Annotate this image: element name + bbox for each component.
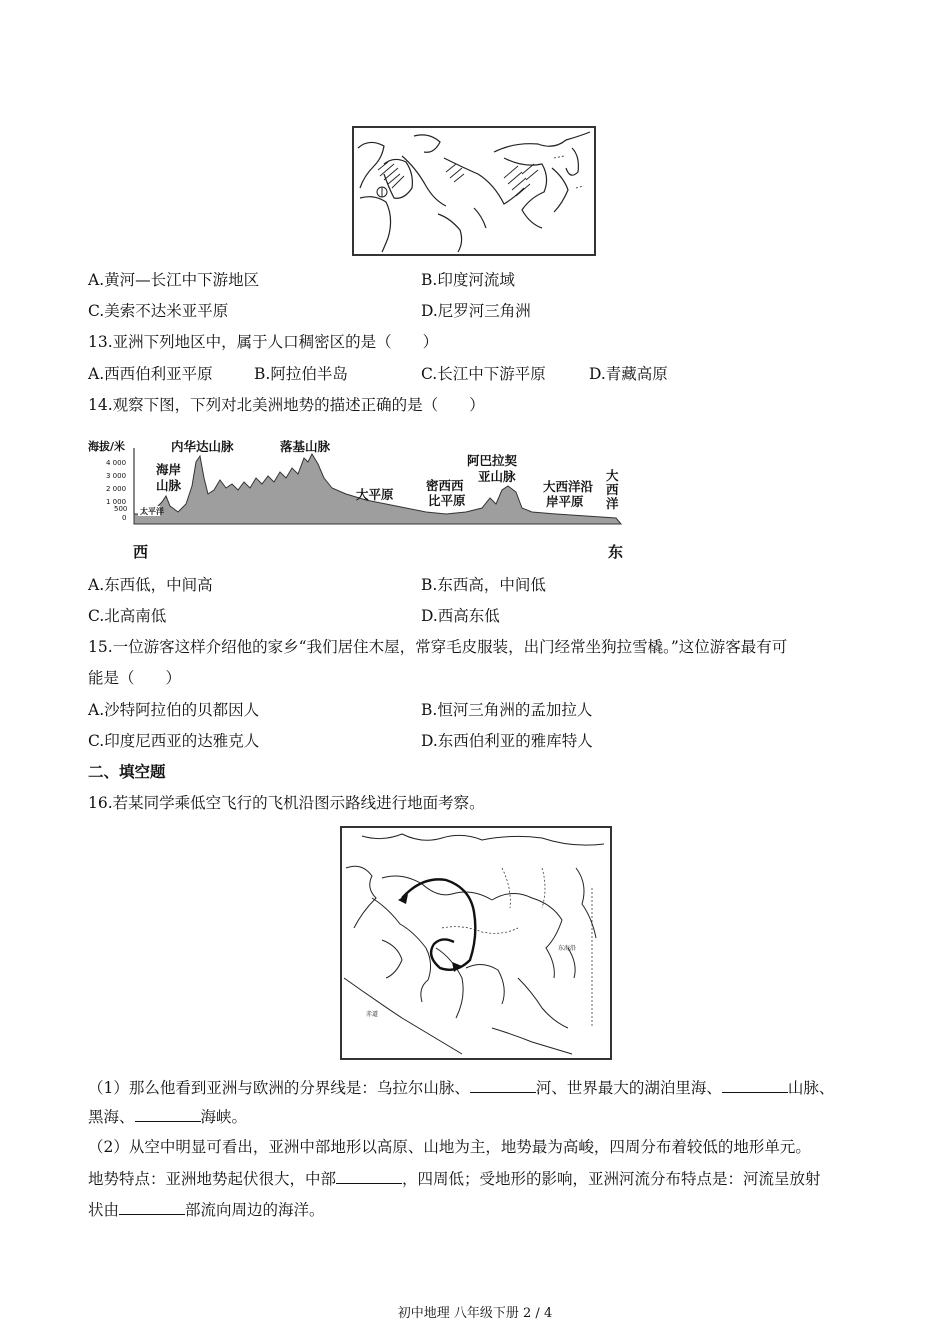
direction-west: 西 [133,543,149,561]
blank-central-terrain[interactable] [336,1167,402,1184]
label-atlantic-1: 大 [606,468,619,483]
y-axis-label: 海拔/米 [88,440,126,453]
q14-stem: 14.观察下图，下列对北美洲地势的描述正确的是（ ） [88,396,485,414]
section-title: 二、填空题 [88,763,166,781]
label-sierra-nevada: 内华达山脉 [171,439,234,454]
ancient-map-drawing [354,128,594,254]
label-pacific: 太平洋 [140,507,164,516]
q15-option-c: C.印度尼西亚的达雅克人 [88,732,260,750]
q15-stem-line1: 15.一位游客这样介绍他的家乡“我们居住木屋，常穿毛皮服装，出门经常坐狗拉雪橇。”这位游客最有可 [88,638,788,656]
blank-strait[interactable] [135,1105,201,1122]
y-tick: 500 [114,505,128,513]
q16-p2-text-b: ，四周低；受地形的影响，亚洲河流分布特点是：河流呈放射 [402,1170,821,1188]
label-mississippi-2: 比平原 [428,493,466,508]
label-atlantic-plain-1: 大西洋沿 [543,479,594,494]
label-atlantic-2: 西 [606,482,619,497]
q16-stem: 16.若某同学乘低空飞行的飞机沿图示路线进行地面考察。 [88,794,485,812]
q14-option-c: C.北高南低 [88,607,167,625]
q16-part1-line1 [88,1076,834,1098]
q16-p2-text-c: 状由 [88,1201,120,1219]
q16-part2-line1: （2）从空中明显可看出，亚洲中部地形以高原、山地为主，地势最为高峻，四周分布着较低的地形单元。 [88,1138,811,1156]
y-tick: 1 000 [106,498,127,506]
label-atlantic-3: 洋 [606,496,619,511]
label-coast-range-2: 山脉 [156,478,182,493]
blank-mountains[interactable] [722,1076,788,1093]
direction-east: 东 [608,543,624,561]
q16-p1-text-b: 河、世界最大的湖泊里海、 [535,1079,722,1097]
q12-option-a: A.黄河—长江中下游地区 [88,271,260,289]
y-tick: 3 000 [106,472,127,480]
asia-map-drawing [342,828,610,1058]
y-tick: 4 000 [106,459,127,467]
label-mississippi-1: 密西西 [426,478,464,493]
blank-river[interactable] [470,1076,536,1093]
q16-part2-line2 [88,1167,821,1189]
label-great-plains: 大平原 [356,487,394,502]
q16-part2-line3 [88,1198,325,1220]
label-coast-range-1: 海岸 [156,462,182,477]
q16-part1-line2 [88,1105,247,1127]
map-label-sea: 东海沿 [558,945,577,952]
y-tick: 2 000 [106,485,127,493]
q13-option-d: D.青藏高原 [589,365,668,383]
label-appalachian-2: 亚山脉 [478,469,516,484]
q16-p1-text-d: 黑海、 [88,1108,135,1126]
na-terrain-profile [86,428,626,540]
map-label-equator: 赤道 [366,1011,379,1018]
blank-river-origin[interactable] [119,1198,185,1215]
q13-stem: 13.亚洲下列地区中，属于人口稠密区的是（ ） [88,333,439,351]
label-rocky-mountains: 落基山脉 [280,439,331,454]
y-tick: 0 [122,514,127,522]
q13-option-b: B.阿拉伯半岛 [254,365,348,383]
q14-option-d: D.西高东低 [421,607,500,625]
q13-option-c: C.长江中下游平原 [421,365,546,383]
q13-option-a: A.西西伯利亚平原 [88,365,213,383]
profile-drawing [86,428,626,540]
q15-option-a: A.沙特阿拉伯的贝都因人 [88,701,260,719]
q16-p2-text-a: 地势特点：亚洲地势起伏很大，中部 [88,1170,337,1188]
q15-option-d: D.东西伯利亚的雅库特人 [421,732,593,750]
q12-option-b: B.印度河流域 [421,271,515,289]
q14-option-b: B.东西高，中间低 [421,576,546,594]
q12-option-c: C.美索不达米亚平原 [88,302,229,320]
q14-option-a: A.东西低，中间高 [88,576,213,594]
label-atlantic-plain-2: 岸平原 [546,494,584,509]
q16-p1-text-c: 山脉、 [787,1079,835,1097]
q16-p1-text-e: 海峡。 [200,1108,248,1126]
q15-option-b: B.恒河三角洲的孟加拉人 [421,701,593,719]
q12-option-d: D.尼罗河三角洲 [421,302,531,320]
q16-p2-text-d: 部流向周边的海洋。 [185,1201,325,1219]
label-appalachian-1: 阿巴拉契 [467,453,518,468]
ancient-civilizations-map [352,126,596,256]
asia-route-map [340,826,612,1060]
page-footer: 初中地理 八年级下册 2 / 4 [397,1306,553,1321]
q15-stem-line2: 能是（ ） [88,669,182,687]
q16-p1-text-a: （1）那么他看到亚洲与欧洲的分界线是：乌拉尔山脉、 [88,1079,470,1097]
